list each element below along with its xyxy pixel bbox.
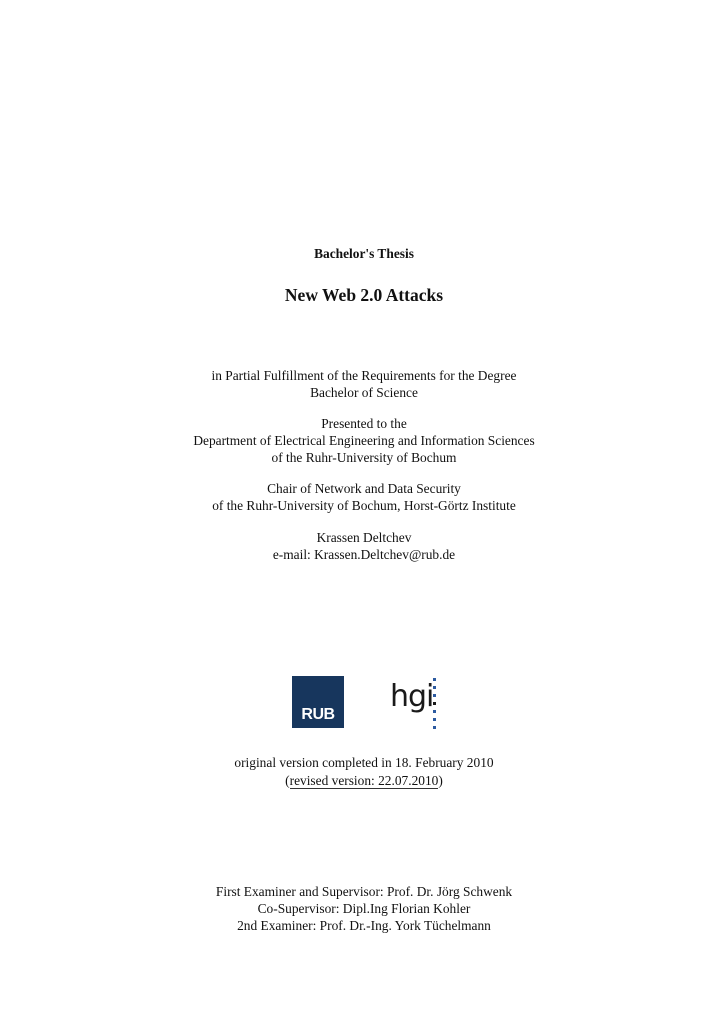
hgi-logo-dots [433,678,437,734]
presented-line-3: of the Ruhr-University of Bochum [271,450,457,465]
hgi-logo-text: hgi [390,679,434,714]
rub-logo [292,676,344,728]
examiner-line-2: Co-Supervisor: Dipl.Ing Florian Kohler [257,901,471,916]
revised-open-paren: ( [285,773,290,788]
revised-version [0,772,728,789]
revised-close-paren: ) [438,773,443,788]
revised-version-link[interactable]: revised version: 22.07.2010 [289,773,439,788]
thesis-title: New Web 2.0 Attacks [284,285,444,305]
hgi-logo [388,676,444,734]
original-version: original version completed in 18. February 2010 [234,755,494,770]
author-email: e-mail: Krassen.Deltchev@rub.de [272,547,456,562]
presented-line-1: Presented to the [321,416,407,431]
examiner-line-3: 2nd Examiner: Prof. Dr.-Ing. York Tüchelmann [237,918,491,933]
chair-line-1: Chair of Network and Data Security [267,481,461,496]
rub-logo-text: RUB [301,706,335,723]
thesis-type: Bachelor's Thesis [314,246,414,261]
presented-line-2: Department of Electrical Engineering and Information Sciences [193,433,535,448]
chair-line-2: of the Ruhr-University of Bochum, Horst-Görtz Institute [212,498,516,513]
degree-line-2: Bachelor of Science [310,385,418,400]
author-name: Krassen Deltchev [316,530,412,545]
degree-line-1: in Partial Fulfillment of the Requirements for the Degree [211,368,517,383]
examiner-line-1: First Examiner and Supervisor: Prof. Dr. Jörg Schwenk [215,884,513,899]
